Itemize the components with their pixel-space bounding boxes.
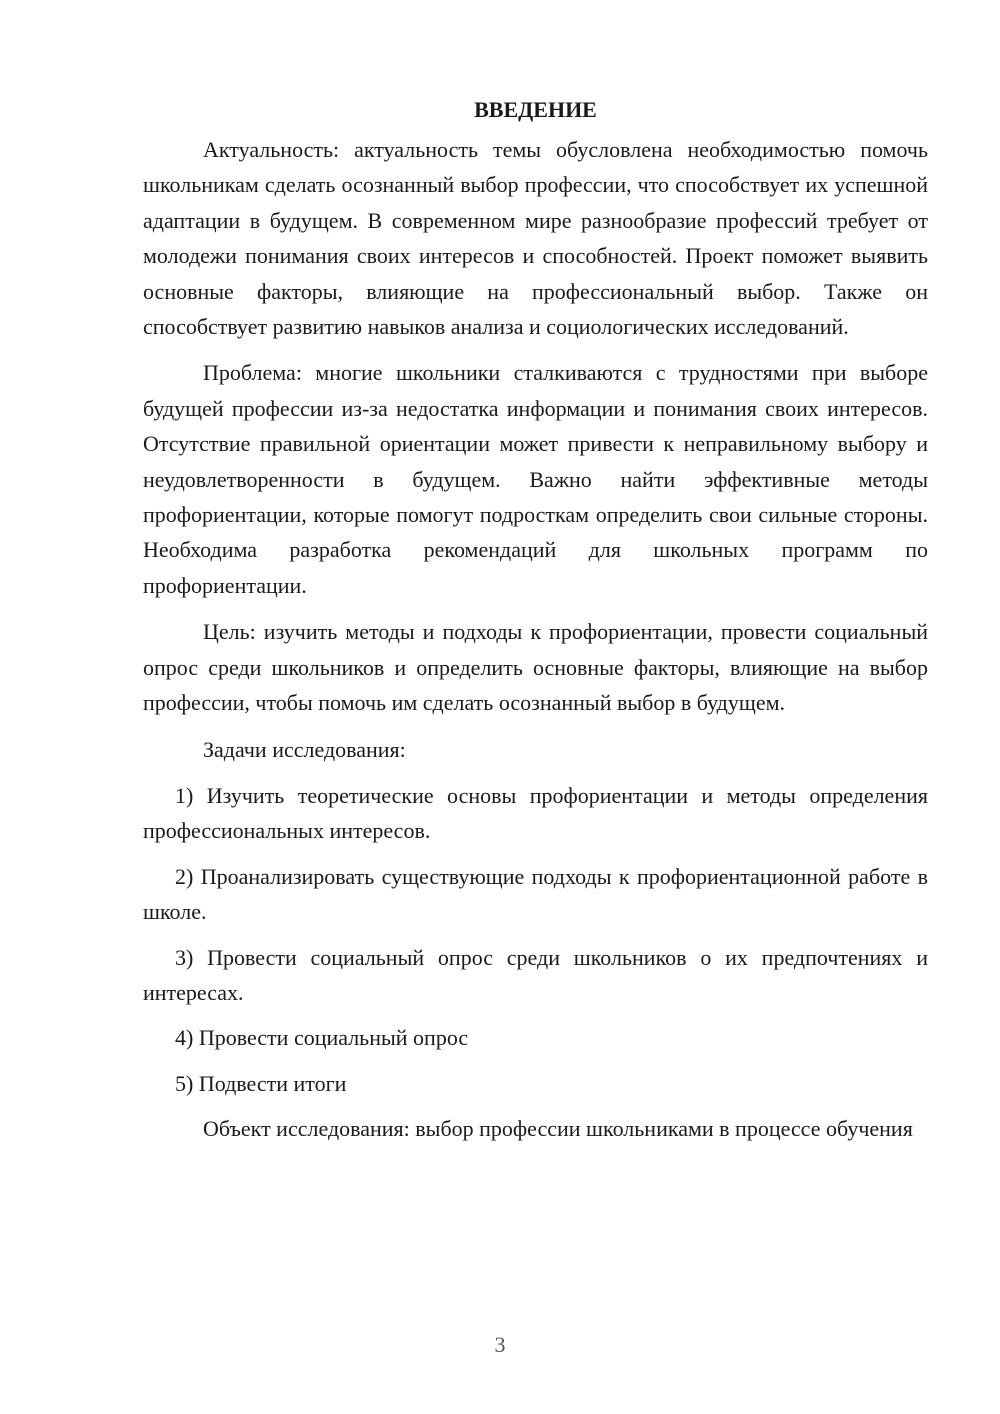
object-paragraph: Объект исследования: выбор профессии школьниками в процессе обучения [203,1116,913,1142]
page-number: 3 [494,1332,506,1357]
tasks-heading: Задачи исследования: [203,736,406,762]
page-title: ВВЕДЕНИЕ [474,97,597,122]
task-item-3: 3) Провести социальный опрос среди школьников о их предпочтениях и интересах. [143,944,928,1005]
problem-paragraph: Проблема: многие школьники сталкиваются с трудностями при выборе будущей профессии из-за недостатка информации и понимания своих интересов. Отсутствие правильной ориентации может привести к неправильному выбору и неудовлетворенности в будущем. Важно найти эффективные методы профориентации, которые помогут подросткам определить свои сильные стороны. Необходима разработка рекомендаций для школьных программ по профориентации. [143,360,928,598]
relevance-paragraph: Актуальность: актуальность темы обусловлена необходимостью помочь школьникам сделать осознанный выбор профессии, что способствует их успешной адаптации в будущем. В современном мире разнообразие профессий требует от молодежи понимания своих интересов и способностей. Проект поможет выявить основные факторы, влияющие на профессиональный выбор. Также он способствует развитию навыков анализа и социологических исследований. [143,137,928,340]
tasks-list [143,778,928,1101]
task-item-1: 1) Изучить теоретические основы профориентации и методы определения профессиональных интересов. [143,782,928,844]
task-item-2: 2) Проанализировать существующие подходы к профориентационной работе в школе. [143,863,928,925]
task-item-5: 5) Подвести итоги [175,1070,347,1096]
task-item-4: 4) Провести социальный опрос [175,1025,469,1051]
goal-paragraph: Цель: изучить методы и подходы к профориентации, провести социальный опрос среди школьников и определить основные факторы, влияющие на выбор профессии, чтобы помочь им сделать осознанный выбор в будущем. [143,619,928,716]
document-page [143,92,928,1158]
